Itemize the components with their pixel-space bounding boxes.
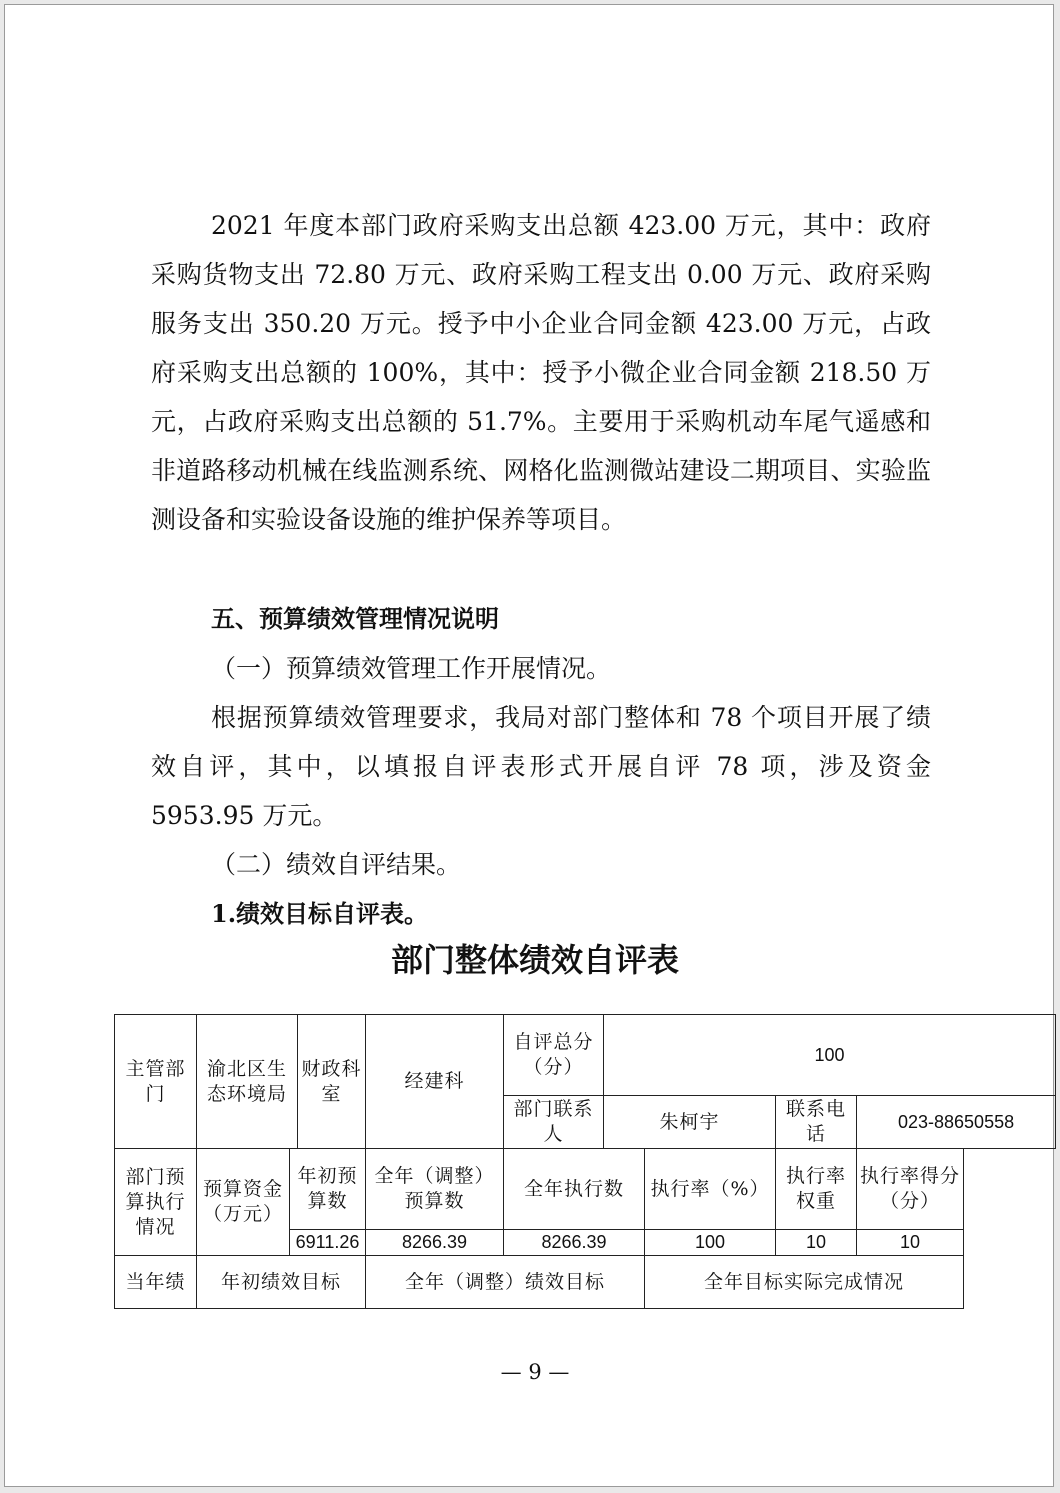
document-page bbox=[4, 4, 1054, 1487]
contact-label-cell: 部门联系人 bbox=[504, 1096, 604, 1149]
col-initial-header: 年初预算数 bbox=[290, 1149, 366, 1230]
table-row bbox=[115, 1015, 1056, 1096]
score-label-cell: 自评总分（分） bbox=[504, 1015, 604, 1096]
col-adjusted-header: 全年（调整）预算数 bbox=[366, 1149, 504, 1230]
val-initial-cell: 6911.26 bbox=[290, 1230, 366, 1256]
val-executed-cell: 8266.39 bbox=[504, 1230, 645, 1256]
col-score-header: 执行率得分（分） bbox=[857, 1149, 964, 1230]
val-rate-cell: 100 bbox=[645, 1230, 776, 1256]
score-value-cell: 100 bbox=[604, 1015, 1056, 1096]
page-number: — 9 — bbox=[500, 1360, 570, 1384]
office-label-cell: 财政科室 bbox=[298, 1015, 366, 1149]
table-row bbox=[115, 1149, 1056, 1230]
subheading-results: （二）绩效自评结果。 bbox=[211, 850, 462, 879]
goal-label-cell: 当年绩 bbox=[115, 1256, 197, 1309]
dept-label-cell: 主管部门 bbox=[115, 1015, 197, 1149]
goal-initial-header: 年初绩效目标 bbox=[197, 1256, 366, 1309]
performance-paragraph: 根据预算绩效管理要求，我局对部门整体和 78 个项目开展了绩效自评，其中，以填报自评表形式开展自评 78 项，涉及资金 5953.95 万元。 bbox=[151, 703, 931, 830]
phone-value-cell: 023-88650558 bbox=[857, 1096, 1056, 1149]
subheading-work: （一）预算绩效管理工作开展情况。 bbox=[211, 654, 612, 683]
item-heading: 1.绩效目标自评表。 bbox=[211, 899, 429, 928]
performance-table bbox=[114, 1014, 1056, 1309]
val-score-cell: 10 bbox=[857, 1230, 964, 1256]
table-row bbox=[115, 1256, 1056, 1309]
col-weight-header: 执行率权重 bbox=[776, 1149, 857, 1230]
section-heading: 五、预算绩效管理情况说明 bbox=[211, 605, 499, 633]
office-value-cell: 经建科 bbox=[366, 1015, 504, 1149]
dept-value-cell: 渝北区生态环境局 bbox=[197, 1015, 298, 1149]
exec-label-cell: 部门预算执行情况 bbox=[115, 1149, 197, 1256]
procurement-paragraph: 2021 年度本部门政府采购支出总额 423.00 万元，其中：政府采购货物支出 72.80 万元、政府采购工程支出 0.00 万元、政府采购服务支出 350.20 万元。授予中小企业合同金额 423.00 万元，占政府采购支出总额的 100%，其中：授予小微企业合同金额 218.50 万元，占政府采购支出总额的 51.7%。主要用于采购机动车尾气遥感和非道路移动机械在线监测系统、网格化监测微站建设二期项目、实验监测设备和实验设备设施的维护保养等项目。 bbox=[151, 211, 931, 534]
val-adjusted-cell: 8266.39 bbox=[366, 1230, 504, 1256]
goal-actual-header: 全年目标实际完成情况 bbox=[645, 1256, 964, 1309]
phone-label-cell: 联系电话 bbox=[776, 1096, 857, 1149]
col-rate-header: 执行率（%） bbox=[645, 1149, 776, 1230]
table-title: 部门整体绩效自评表 bbox=[390, 941, 679, 979]
contact-value-cell: 朱柯宇 bbox=[604, 1096, 776, 1149]
col-executed-header: 全年执行数 bbox=[504, 1149, 645, 1230]
fund-label-cell: 预算资金（万元） bbox=[197, 1149, 290, 1256]
val-weight-cell: 10 bbox=[776, 1230, 857, 1256]
goal-adjusted-header: 全年（调整）绩效目标 bbox=[366, 1256, 645, 1309]
